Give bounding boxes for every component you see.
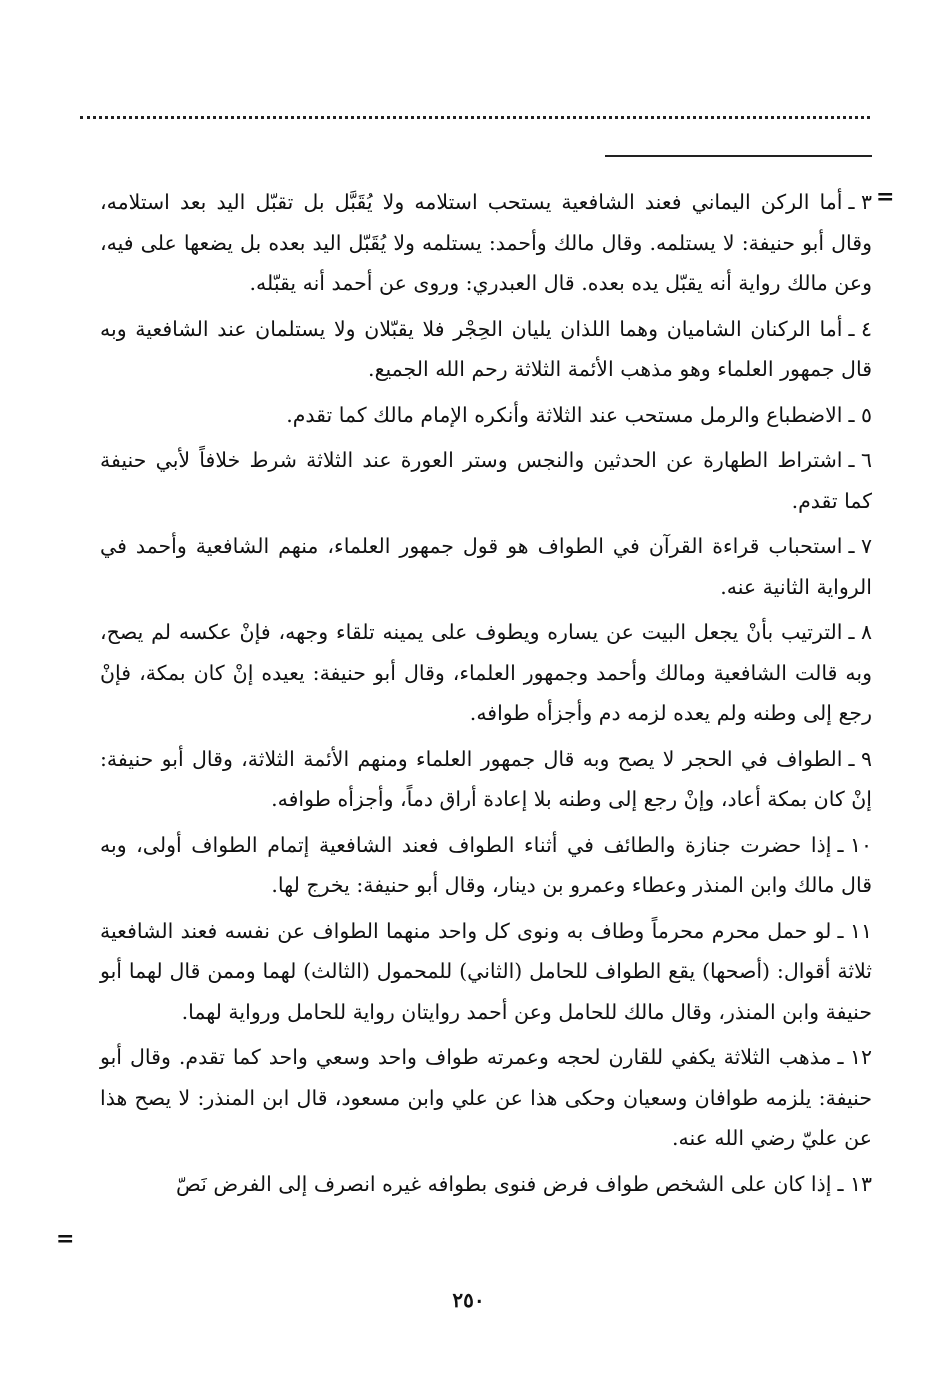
item-number: ٥ ـ (848, 402, 872, 427)
item-number: ٤ ـ (848, 316, 872, 341)
continuation-mark-top: = (876, 184, 895, 210)
footnote-item-9 (100, 739, 872, 820)
item-number: ٦ ـ (848, 448, 872, 472)
footnote-item-3 (100, 182, 872, 304)
footnote-item-13 (100, 1164, 872, 1205)
item-text: الترتيب بأنْ يجعل البيت عن يساره ويطوف على يمينه تلقاء وجهه، فإنْ عكسه لم يصح، وبه قالت الشافعية ومالك وأحمد وجمهور العلماء، وقال أبو حنيفة: يعيده إنْ كان بمكة، فإنْ رجع إلى وطنه ولم يعده لزمه دم وأجزأه طوافه. (100, 620, 872, 725)
item-text: استحباب قراءة القرآن في الطواف هو قول جمهور العلماء، منهم الشافعية وأحمد في الرواية الثانية عنه. (100, 534, 872, 599)
item-number: ١٣ ـ (837, 1171, 872, 1196)
footnote-item-5 (100, 395, 872, 436)
footnote-item-4 (100, 309, 872, 390)
footnote-item-12 (100, 1037, 872, 1159)
item-number: ١٢ ـ (837, 1045, 872, 1069)
footnote-item-7 (100, 526, 872, 607)
footnote-short-rule (605, 155, 872, 157)
item-text: إذا كان على الشخص طواف فرض فنوى بطوافه غيره انصرف إلى الفرض نَصّ (176, 1171, 832, 1196)
footnote-item-10 (100, 825, 872, 906)
item-text: لو حمل محرم محرماً وطاف به ونوى كل واحد منهما الطواف عن نفسه فعند الشافعية ثلاثة أقوال: (أصحها) يقع الطواف للحامل (الثاني) للمحمول (الثالث) لهما وممن قال لهما أبو حنيفة وابن المنذر، وقال مالك للحامل وعن أحمد روايتان رواية للحامل ورواية لهما. (100, 918, 873, 1024)
footnote-body (100, 182, 872, 1209)
item-number: ٣ ـ (848, 190, 872, 214)
item-number: ٩ ـ (848, 746, 872, 771)
footnote-dotted-separator (80, 116, 870, 119)
item-number: ١١ ـ (837, 918, 872, 943)
footnote-item-6 (100, 440, 872, 521)
item-text: الاضطباع والرمل مستحب عند الثلاثة وأنكره الإمام مالك كما تقدم. (286, 402, 843, 427)
item-text: أما الركنان الشاميان وهما اللذان يليان الحِجْر فلا يقبّلان ولا يستلمان عند الشافعية وبه قال جمهور العلماء وهو مذهب الأئمة الثلاثة رحم الله الجميع. (100, 316, 872, 381)
continuation-mark-bottom: = (56, 1226, 75, 1252)
item-text: أما الركن اليماني فعند الشافعية يستحب استلامه ولا يُقَبَّل بل تقبّل اليد بعد استلامه، وقال أبو حنيفة: لا يستلمه. وقال مالك وأحمد: يستلمه ولا يُقَبّل اليد بعده بل يضعها على فيه، وعن مالك رواية أنه يقبّل يده بعده. قال العبدري: وروى عن أحمد أنه يقبّله. (100, 190, 872, 295)
item-number: ٨ ـ (848, 620, 872, 644)
page-number: ٢٥٠ (452, 1288, 485, 1312)
item-number: ١٠ ـ (837, 832, 872, 857)
item-text: الطواف في الحجر لا يصح وبه قال جمهور العلماء ومنهم الأئمة الثلاثة، وقال أبو حنيفة: إنْ كان بمكة أعاد، وإنْ رجع إلى وطنه بلا إعادة أراق دماً، وأجزأه طوافه. (100, 746, 872, 811)
item-text: مذهب الثلاثة يكفي للقارن لحجه وعمرته طواف واحد وسعي واحد كما تقدم. وقال أبو حنيفة: يلزمه طوافان وسعيان وحكى هذا عن علي وابن مسعود، قال ابن المنذر: لا يصح هذا عن عليّ رضي الله عنه. (100, 1045, 872, 1150)
item-text: اشتراط الطهارة عن الحدثين والنجس وستر العورة عند الثلاثة شرط خلافاً لأبي حنيفة كما تقدم. (100, 448, 872, 513)
footnote-item-11 (100, 911, 872, 1033)
footnote-item-8 (100, 612, 872, 734)
item-number: ٧ ـ (848, 534, 872, 558)
item-text: إذا حضرت جنازة والطائف في أثناء الطواف فعند الشافعية إتمام الطواف أولى، وبه قال مالك وابن المنذر وعطاء وعمرو بن دينار، وقال أبو حنيفة: يخرج لها. (100, 832, 872, 897)
